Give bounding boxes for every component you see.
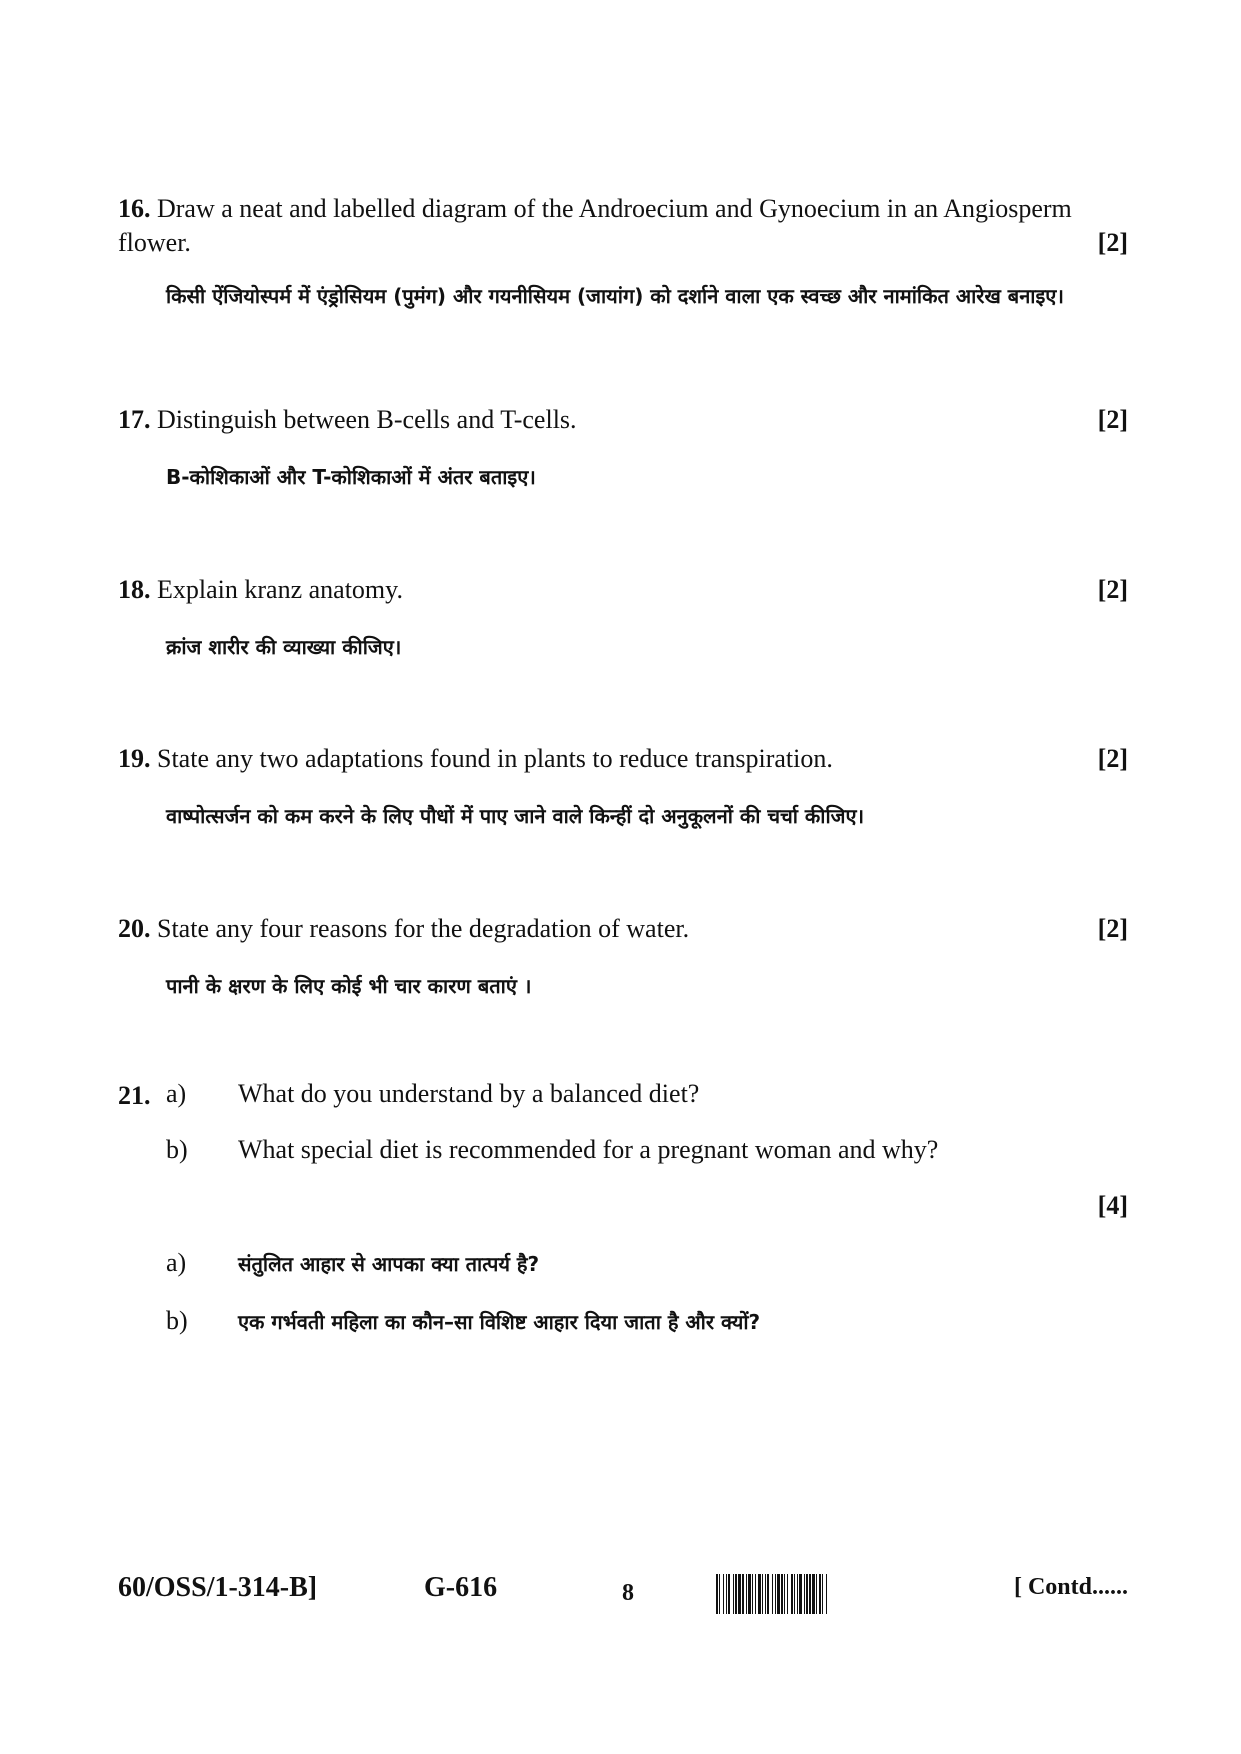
page-footer	[118, 1572, 1128, 1622]
question-19	[118, 742, 1128, 834]
question-text: Distinguish between B-cells and T-cells.	[157, 405, 577, 434]
marks-label: [2]	[1097, 744, 1128, 773]
marks-label: [2]	[1097, 914, 1128, 943]
marks-label: [2]	[1097, 575, 1128, 604]
sub-question-text-hindi: एक गर्भवती महिला का कौन–सा विशिष्ट आहार दिया जाता है और क्यों?	[238, 1310, 761, 1334]
page-number: 8	[622, 1580, 634, 1606]
sub-question-text-hindi: संतुलित आहार से आपका क्या तात्पर्य है?	[238, 1252, 540, 1276]
question-number: 18.	[118, 575, 151, 604]
barcode-icon	[716, 1574, 984, 1614]
question-text-hindi: पानी के क्षरण के लिए कोई भी चार कारण बताएं ।	[166, 974, 532, 998]
marks-label: [2]	[1097, 405, 1128, 434]
question-text: Draw a neat and labelled diagram of the Androecium and Gynoecium in an Angiosperm flower.	[118, 194, 1072, 257]
sub-question-label: a)	[166, 1248, 187, 1277]
question-text-hindi: किसी ऐंजियोस्पर्म में एंड्रोसियम (पुमंग) और गयनीसियम (जायांग) को दर्शाने वाला एक स्वच्छ और नामांकित आरेख बनाइए।	[166, 284, 1064, 308]
question-17	[118, 403, 1128, 495]
question-text-hindi: क्रांज शारीर की व्याख्या कीजिए।	[166, 635, 402, 659]
question-text: State any four reasons for the degradation of water.	[157, 914, 690, 943]
question-20	[118, 912, 1128, 1004]
question-18	[118, 573, 1128, 665]
question-text: State any two adaptations found in plants to reduce transpiration.	[157, 744, 833, 773]
series-code: G-616	[424, 1572, 498, 1603]
question-text: Explain kranz anatomy.	[157, 575, 403, 604]
sub-question-label: a)	[166, 1079, 187, 1108]
question-text-hindi: वाष्पोत्सर्जन को कम करने के लिए पौधों में पाए जाने वाले किन्हीं दो अनुकूलनों की चर्चा कीजिए।	[166, 804, 865, 828]
paper-code: 60/OSS/1-314-B]	[118, 1572, 318, 1603]
question-number: 16.	[118, 194, 151, 223]
marks-label: [2]	[1097, 228, 1128, 257]
question-number: 20.	[118, 914, 151, 943]
question-number: 17.	[118, 405, 151, 434]
marks-label: [4]	[1097, 1191, 1128, 1220]
question-number: 19.	[118, 744, 151, 773]
question-number: 21.	[118, 1081, 151, 1110]
sub-question-text: What do you understand by a balanced diet?	[238, 1079, 700, 1108]
continued-label: [ Contd......	[1013, 1574, 1128, 1600]
sub-question-text: What special diet is recommended for a pregnant woman and why?	[238, 1135, 939, 1164]
sub-question-label: b)	[166, 1306, 188, 1335]
sub-question-label: b)	[166, 1135, 188, 1164]
question-text-hindi: B-कोशिकाओं और T-कोशिकाओं में अंतर बताइए।	[166, 465, 536, 489]
question-16	[118, 192, 1128, 314]
